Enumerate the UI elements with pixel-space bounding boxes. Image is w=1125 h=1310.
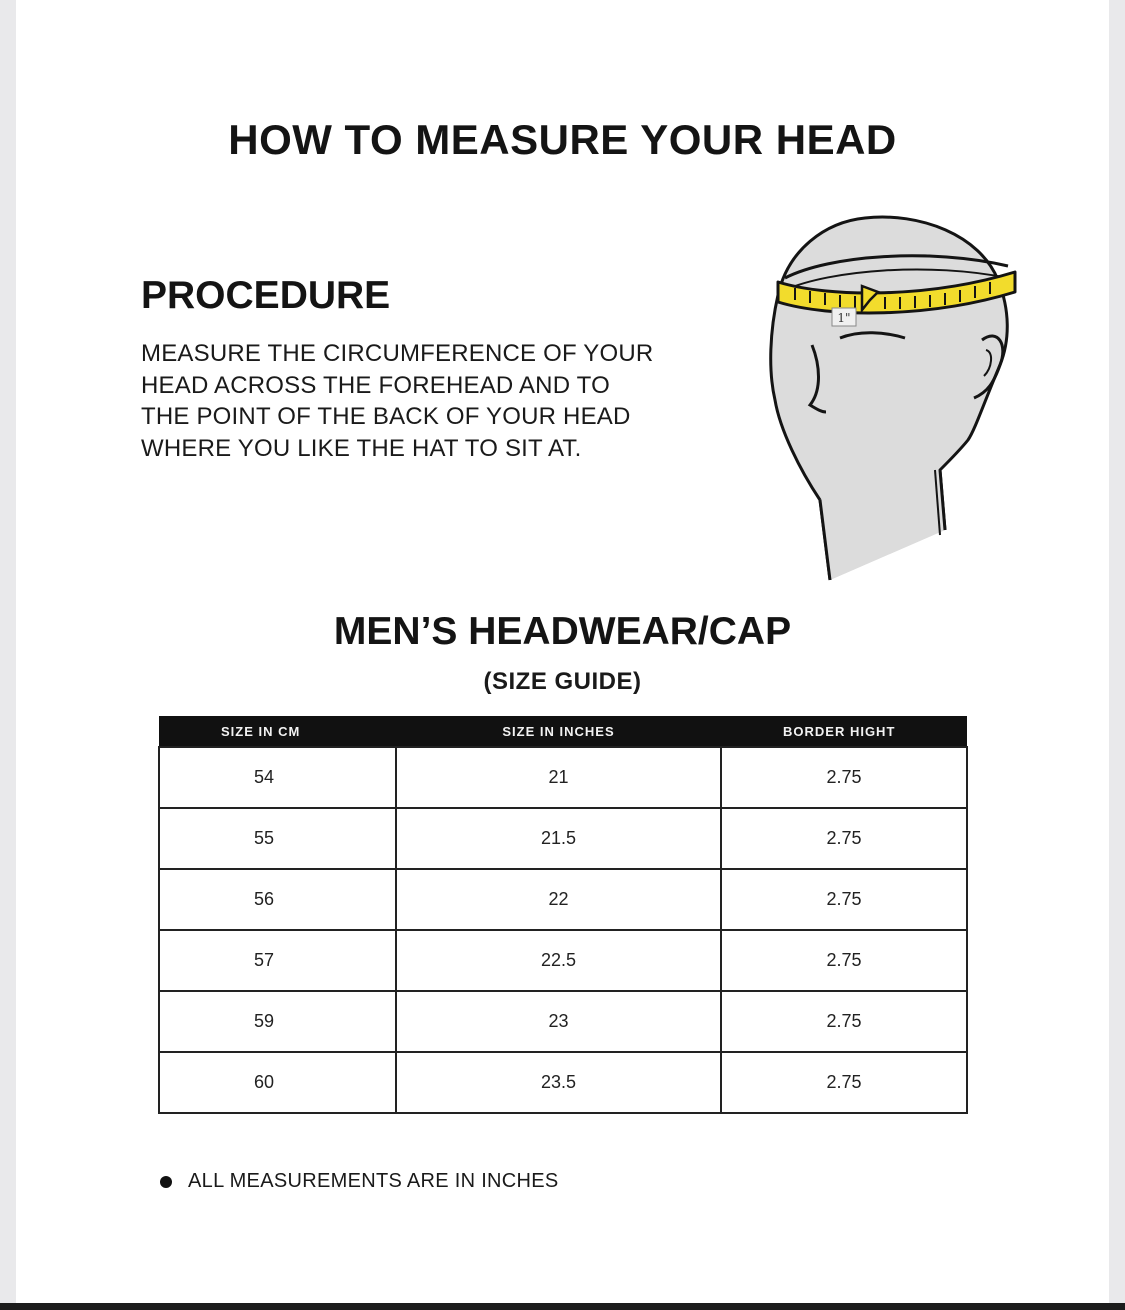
footnote-text: ALL MEASUREMENTS ARE IN INCHES: [188, 1170, 559, 1192]
cell-size-cm: 54: [159, 747, 396, 808]
cell-border-height: 2.75: [721, 930, 967, 991]
cell-size-inches: 21.5: [396, 808, 721, 869]
procedure-line: WHERE YOU LIKE THE HAT TO SIT AT.: [141, 434, 582, 462]
cell-size-cm: 57: [159, 930, 396, 991]
cell-border-height: 2.75: [721, 869, 967, 930]
header-size-inches: SIZE IN INCHES: [396, 716, 721, 747]
footnote: [160, 1170, 559, 1193]
cell-size-inches: 21: [396, 747, 721, 808]
cell-size-inches: 23.5: [396, 1052, 721, 1113]
procedure-heading: PROCEDURE: [141, 274, 391, 317]
table-row: [159, 869, 967, 930]
cell-border-height: 2.75: [721, 747, 967, 808]
cell-size-inches: 22: [396, 869, 721, 930]
size-table: [158, 716, 968, 1114]
cell-size-inches: 23: [396, 991, 721, 1052]
procedure-line: THE POINT OF THE BACK OF YOUR HEAD: [141, 403, 631, 430]
table-row: [159, 991, 967, 1052]
bullet-icon: [160, 1176, 172, 1188]
table-header-row: [159, 716, 967, 747]
table-row: [159, 930, 967, 991]
cell-size-cm: 60: [159, 1052, 396, 1113]
cell-border-height: 2.75: [721, 991, 967, 1052]
bottom-border: [0, 1303, 1125, 1310]
cell-border-height: 2.75: [721, 1052, 967, 1113]
header-border-height: BORDER HIGHT: [721, 716, 967, 747]
procedure-line: MEASURE THE CIRCUMFERENCE OF YOUR: [141, 340, 654, 367]
table-row: [159, 1052, 967, 1113]
tape-marker-label: 1": [837, 311, 851, 325]
procedure-line: HEAD ACROSS THE FOREHEAD AND TO: [141, 371, 610, 399]
size-guide-title: MEN’S HEADWEAR/CAP: [333, 610, 792, 653]
head-measuring-tape-icon: [760, 200, 1030, 590]
cell-border-height: 2.75: [721, 808, 967, 869]
table-row: [159, 808, 967, 869]
size-guide-subtitle: (SIZE GUIDE): [483, 668, 642, 695]
header-size-cm: SIZE IN CM: [159, 716, 396, 747]
cell-size-inches: 22.5: [396, 930, 721, 991]
cell-size-cm: 56: [159, 869, 396, 930]
cell-size-cm: 59: [159, 991, 396, 1052]
cell-size-cm: 55: [159, 808, 396, 869]
page-title: HOW TO MEASURE YOUR HEAD: [228, 116, 897, 163]
table-row: [159, 747, 967, 808]
procedure-text: [141, 338, 761, 464]
